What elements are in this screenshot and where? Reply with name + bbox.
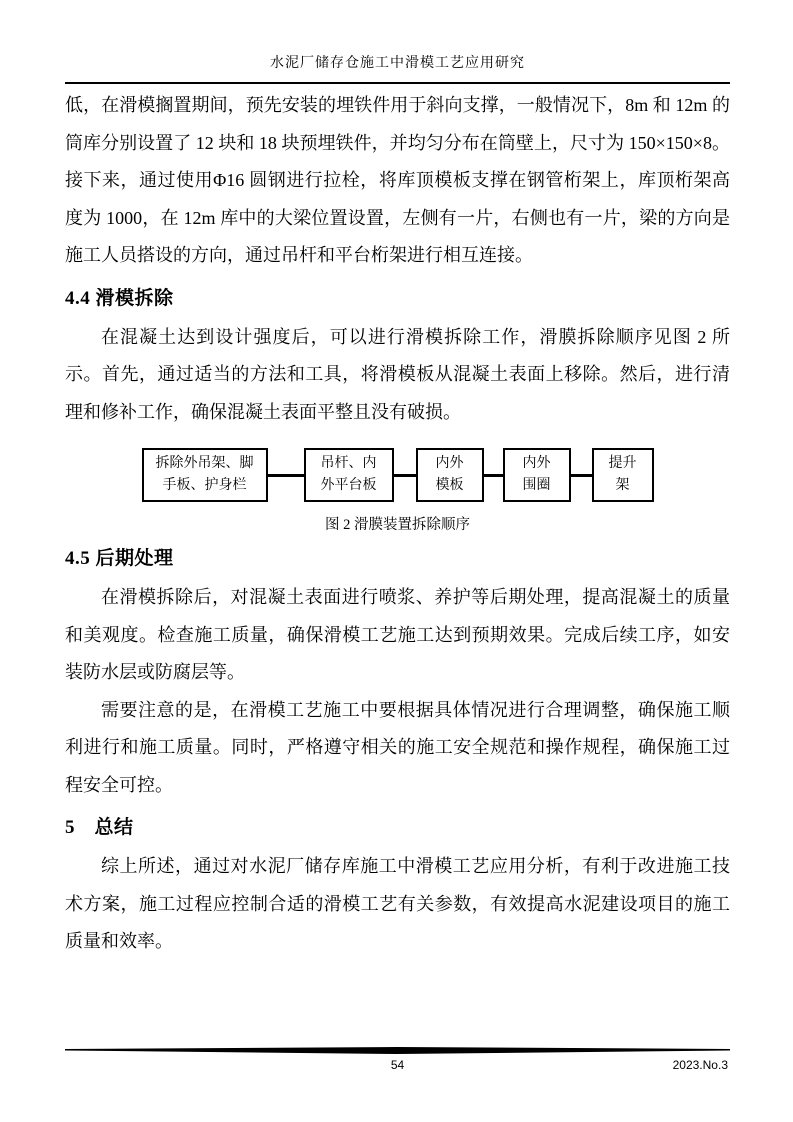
heading-4-4-slipform-removal: 4.4 滑模拆除 bbox=[65, 287, 174, 309]
paragraph-5-summary: 综上所述，通过对水泥厂储存库施工中滑模工艺应用分析，有利于改进施工技术方案，施工过程应控制合适的滑模工艺有关参数，有效提高水泥建设项目的施工质量和效率。 bbox=[65, 856, 730, 951]
flow-box-platform-boards bbox=[304, 448, 394, 502]
paragraph-continuation: 低，在滑模搁置期间，预先安装的埋铁件用于斜向支撑，一般情况下，8m 和 12m 的筒库分别设置了 12 块和 18 块预埋铁件，并均匀分布在筒壁上，尺寸为 150×150×8。接下来，通过使用Φ16 圆钢进行拉栓，将库顶模板支撑在钢管桁架上，库顶桁架高度为 1000，在 12m 库中的大梁位置设置，左侧有一片，右侧也有一片，梁的方向是施工人员搭设的方向，通过吊杆和平台桁架进行相互连接。 bbox=[65, 95, 730, 265]
paragraph-4-5-b: 需要注意的是，在滑模工艺施工中要根据具体情况进行合理调整，确保施工顺利进行和施工质量。同时，严格遵守相关的施工安全规范和操作规程，确保施工过程安全可控。 bbox=[65, 699, 730, 795]
paragraph-4-5-a: 在滑模拆除后，对混凝土表面进行喷浆、养护等后期处理，提高混凝土的质量和美观度。检查施工质量，确保滑模工艺施工达到预期效果。完成后续工序，如安装防水层或防腐层等。 bbox=[65, 587, 730, 682]
flow-box-text: 架 bbox=[615, 478, 630, 493]
flow-box-enclosing-rings bbox=[503, 448, 571, 502]
flow-box-text: 外平台板 bbox=[320, 478, 377, 493]
flow-box-text: 吊杆、内 bbox=[320, 456, 377, 471]
flow-connector bbox=[394, 474, 416, 477]
flow-box-text: 围圈 bbox=[522, 478, 551, 493]
heading-4-5-post-treatment: 4.5 后期处理 bbox=[65, 548, 174, 569]
footer-row bbox=[65, 1057, 730, 1073]
flow-connector bbox=[484, 474, 503, 477]
flow-box-formwork bbox=[416, 448, 484, 502]
page-footer bbox=[65, 1046, 730, 1073]
flow-box-text: 内外 bbox=[435, 456, 464, 471]
flow-box-text: 内外 bbox=[522, 456, 551, 471]
flow-box-text: 模板 bbox=[435, 478, 464, 493]
figure-2-caption: 图 2 滑膜装置拆除顺序 bbox=[325, 517, 470, 533]
flow-box-lifting-frame bbox=[592, 448, 654, 502]
page-header bbox=[65, 54, 730, 84]
page-number: 54 bbox=[390, 1058, 405, 1072]
flow-box-outer-hangers bbox=[142, 448, 268, 502]
flow-connector bbox=[268, 474, 304, 477]
running-title: 水泥厂储存仓施工中滑模工艺应用研究 bbox=[65, 54, 730, 84]
page-content-area bbox=[65, 54, 730, 961]
figure-2 bbox=[65, 448, 730, 535]
heading-5-summary: 5 总结 bbox=[65, 817, 134, 838]
issue-number: 2023.No.3 bbox=[672, 1058, 728, 1072]
flow-box-text: 拆除外吊架、脚 bbox=[155, 456, 254, 471]
flow-box-text: 手板、护身栏 bbox=[162, 478, 247, 493]
flow-box-text: 提升 bbox=[608, 456, 637, 471]
footer-rule bbox=[65, 1046, 730, 1056]
page-body bbox=[65, 87, 730, 961]
flow-connector bbox=[571, 474, 592, 477]
flowchart-removal-sequence bbox=[65, 448, 730, 502]
paragraph-4-4: 在混凝土达到设计强度后，可以进行滑模拆除工作，滑膜拆除顺序见图 2 所示。首先，通过适当的方法和工具，将滑模板从混凝土表面上移除。然后，进行清理和修补工作，确保混凝土表面平整且没有破损。 bbox=[65, 326, 730, 422]
